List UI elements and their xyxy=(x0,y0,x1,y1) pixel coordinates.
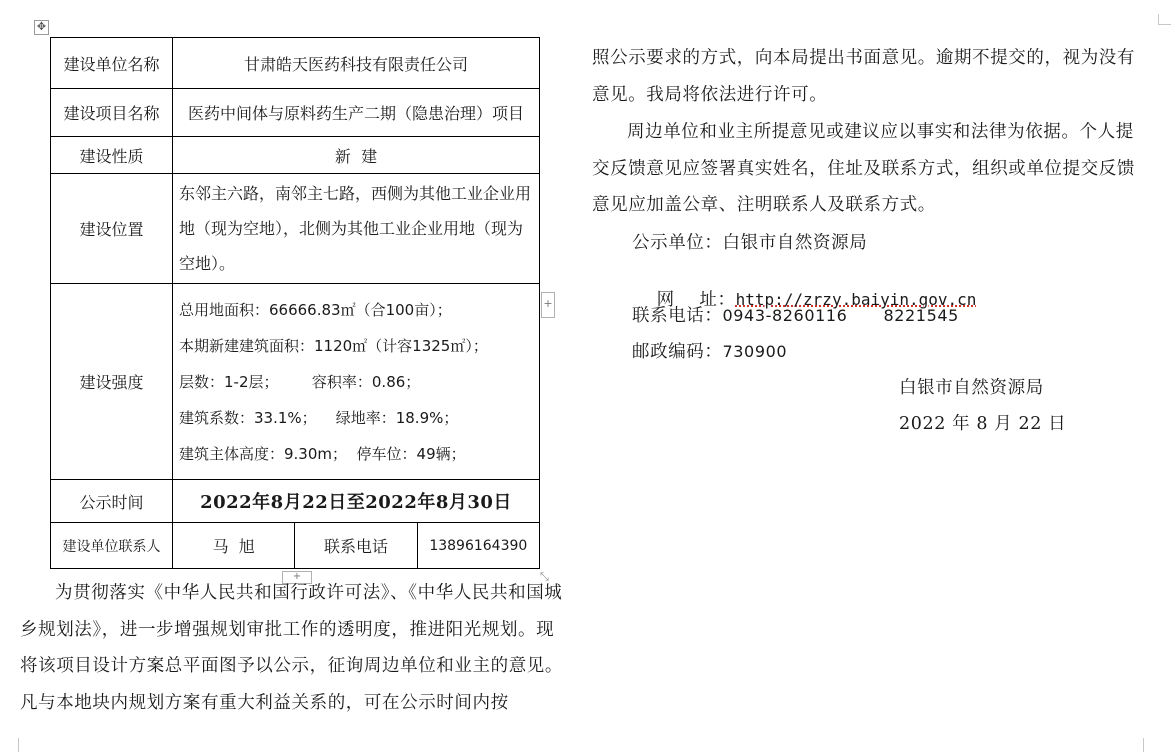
table-row xyxy=(51,89,540,137)
publicity-time-value: 2022年8月22日至2022年8月30日 xyxy=(173,480,540,523)
project-info-table xyxy=(50,37,540,569)
unit-name-value: 甘肃皓天医药科技有限责任公司 xyxy=(173,38,540,89)
publicity-unit-line xyxy=(632,229,867,254)
intensity-line: 建筑主体高度：9.30m； 停车位：49辆； xyxy=(179,444,466,463)
body-paragraph-left: 为贯彻落实《中华人民共和国行政许可法》、《中华人民共和国城乡规划法》，进一步增强规划审批工作的透明度，推进阳光规划。现将该项目设计方案总平面图予以公示，征询周边单位和业主的意见。凡与本地块内规划方案有重大利益关系的，可在公示时间内按 xyxy=(20,583,563,713)
nature-value: 新 建 xyxy=(173,137,540,174)
intensity-line: 建筑系数：33.1%； 绿地率：18.9%； xyxy=(179,408,459,427)
add-row-plus-icon[interactable]: + xyxy=(282,571,312,584)
contact-phone-label: 联系电话 xyxy=(295,523,417,569)
postcode-label: 邮政编码： xyxy=(632,342,723,362)
phone-value-2: 8221545 xyxy=(883,306,959,325)
publicity-unit-label: 公示单位： xyxy=(632,233,723,253)
nature-label: 建设性质 xyxy=(51,137,173,174)
body-paragraph-feedback: 周边单位和业主所提意见或建议应以事实和法律为依据。个人提交反馈意见应签署真实姓名，住址及联系方式，组织或单位提交反馈意见应加盖公章、注明联系人及联系方式。 xyxy=(592,122,1135,215)
project-name-value: 医药中间体与原料药生产二期（隐患治理）项目 xyxy=(173,89,540,137)
website-label: 网 址： xyxy=(656,290,736,310)
website-link[interactable]: http://zrzy.baiyin.gov.cn xyxy=(735,290,977,309)
phone-value-1: 0943-8260116 xyxy=(722,306,848,325)
phone-label: 联系电话： xyxy=(632,306,723,326)
table-move-handle-icon[interactable]: ✥ xyxy=(34,20,49,35)
intensity-label: 建设强度 xyxy=(51,284,173,480)
location-value: 东邻主六路，南邻主七路，西侧为其他工业企业用地（现为空地），北侧为其他工业企业用地（现为空地）。 xyxy=(173,174,540,284)
table-resize-handle-icon[interactable]: ⤡ xyxy=(540,570,549,583)
add-column-plus-icon[interactable]: + xyxy=(541,292,555,318)
table-row xyxy=(51,480,540,523)
intensity-line: 本期新建建筑面积：1120㎡（计容1325㎡）； xyxy=(179,336,488,355)
table-row xyxy=(51,284,540,480)
page-corner-mark xyxy=(1143,738,1152,752)
table-row xyxy=(51,523,540,569)
publicity-time-label: 公示时间 xyxy=(51,480,173,523)
postcode-line xyxy=(632,338,787,363)
table-row xyxy=(51,174,540,284)
contact-person-name: 马 旭 xyxy=(173,523,295,569)
location-label: 建设位置 xyxy=(51,174,173,284)
body-paragraph-continued: 照公示要求的方式，向本局提出书面意见。逾期不提交的，视为没有意见。我局将依法进行许可。 xyxy=(592,48,1135,105)
project-name-label: 建设项目名称 xyxy=(51,89,173,137)
page-corner-mark xyxy=(1158,14,1171,25)
postcode-value: 730900 xyxy=(722,342,788,361)
signature-date: 2022 年 8 月 22 日 xyxy=(899,414,1067,434)
publicity-unit-value: 白银市自然资源局 xyxy=(722,233,868,253)
table-row xyxy=(51,137,540,174)
contact-phone-value: 13896164390 xyxy=(417,523,539,569)
intensity-line: 总用地面积：66666.83㎡（合100亩）； xyxy=(179,300,452,319)
intensity-line: 层数：1-2层； 容积率：0.86； xyxy=(179,372,421,391)
unit-name-label: 建设单位名称 xyxy=(51,38,173,89)
intensity-value xyxy=(173,284,540,480)
contact-person-label: 建设单位联系人 xyxy=(51,523,173,569)
table-row xyxy=(51,38,540,89)
signature-org: 白银市自然资源局 xyxy=(899,378,1044,398)
phone-line xyxy=(632,302,959,327)
page-corner-mark xyxy=(10,738,19,752)
